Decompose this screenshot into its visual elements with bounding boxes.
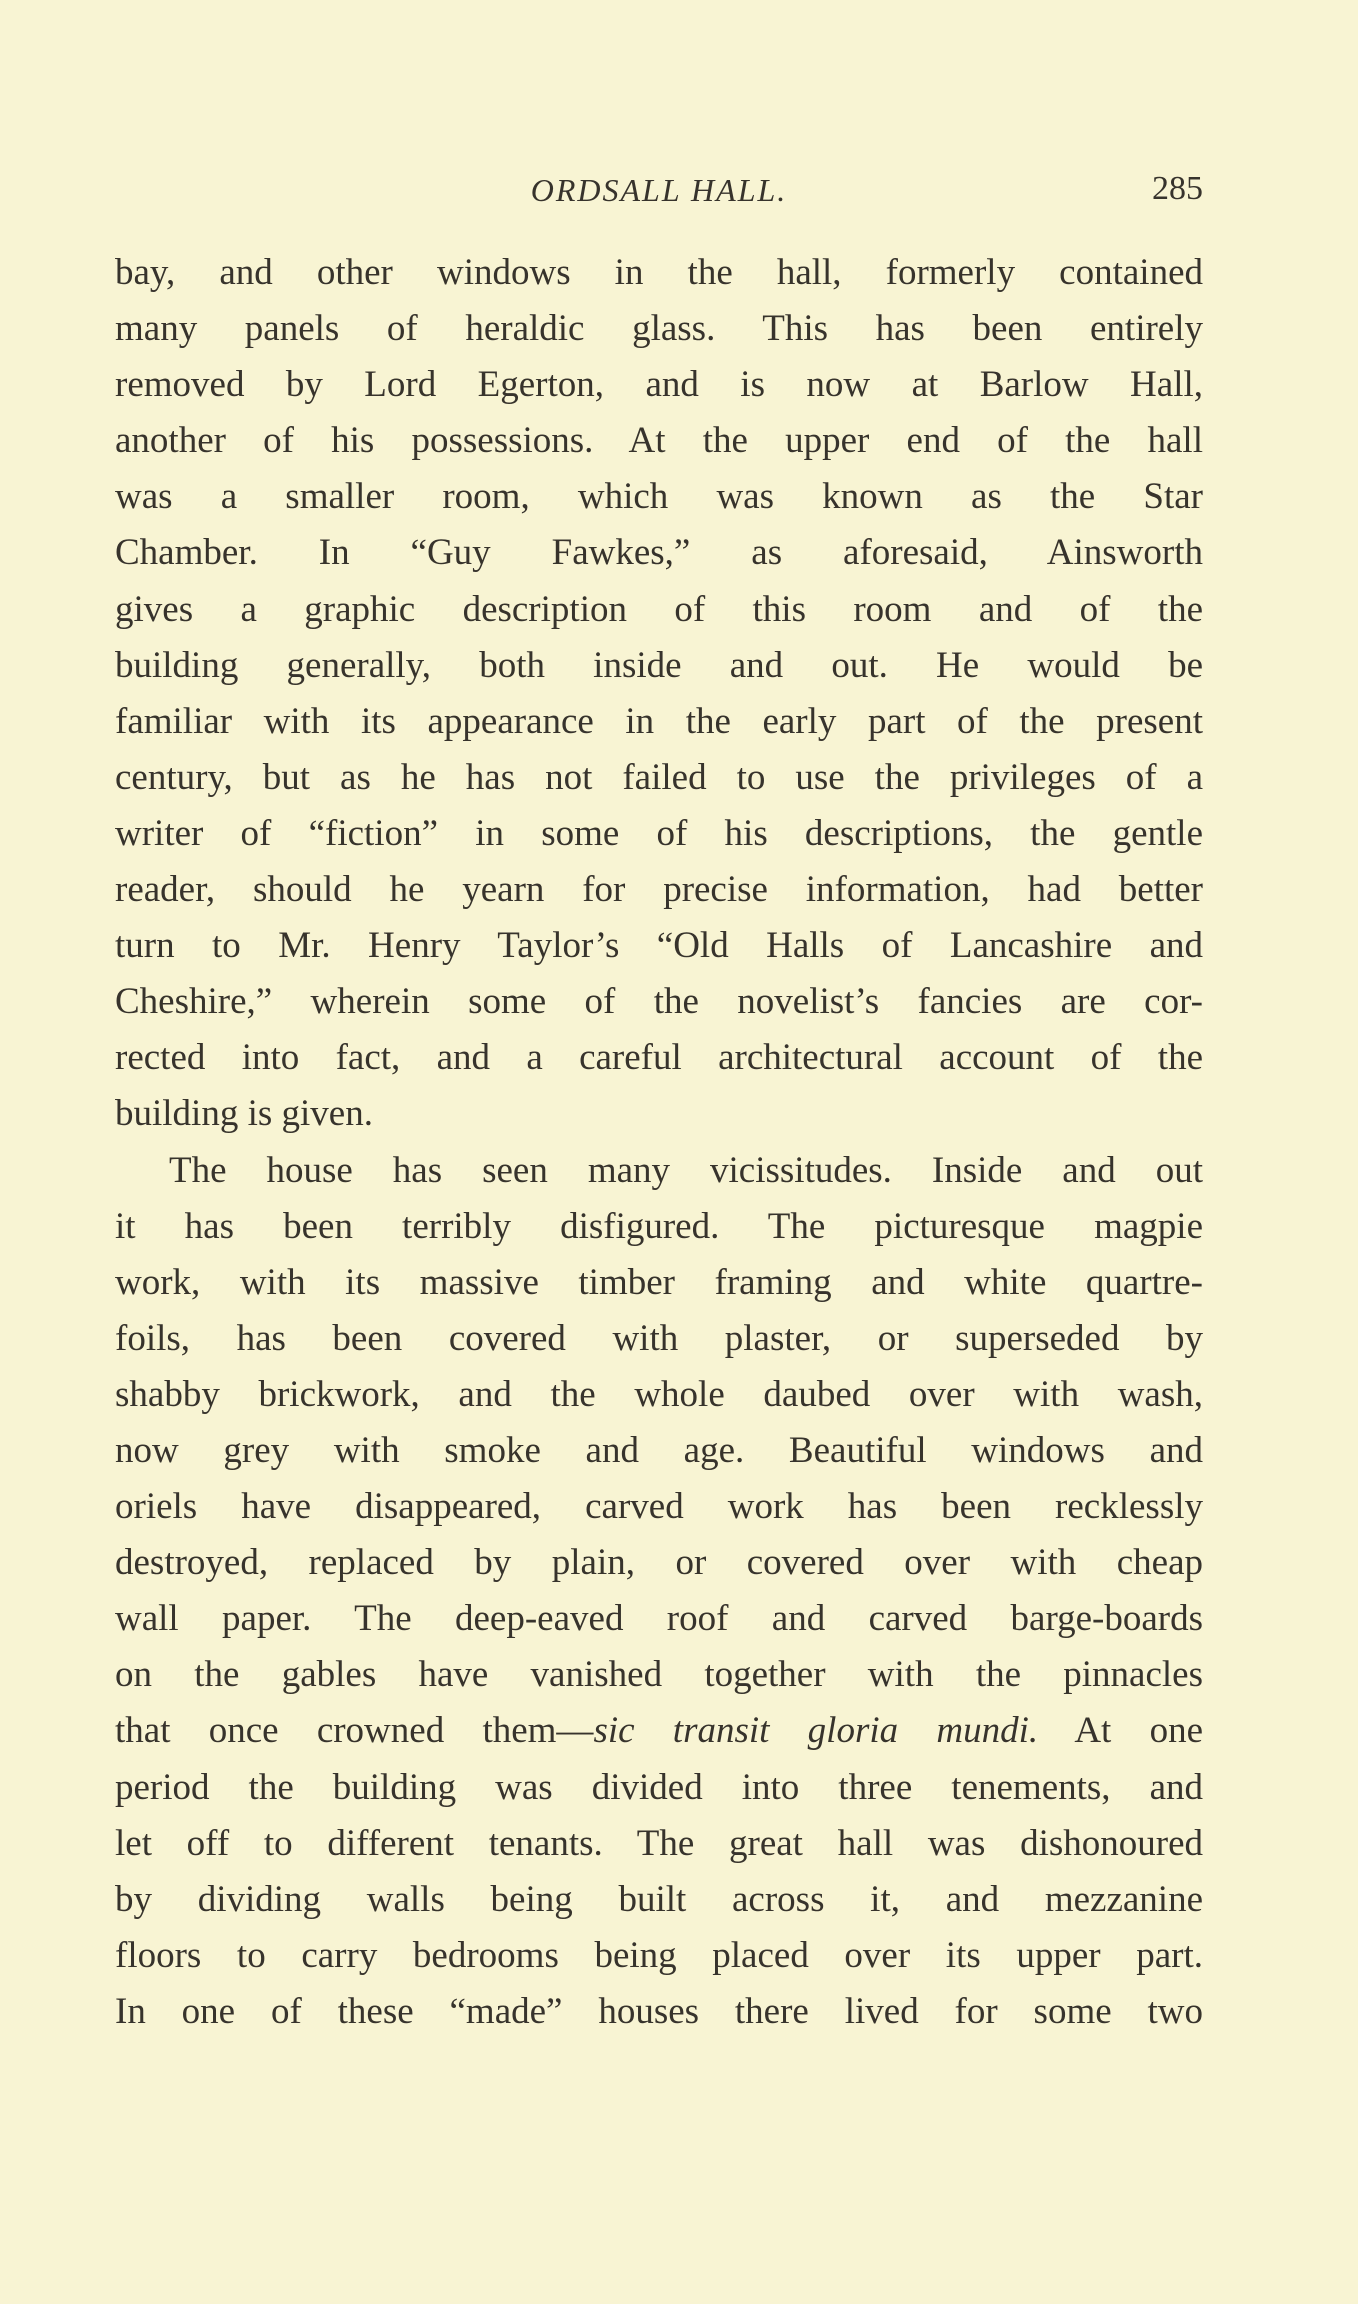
text-line: The house has seen many vicissitudes. Inside and out: [169, 1149, 1203, 1191]
text-line: gives a graphic description of this room and of the: [115, 588, 1203, 630]
text-line: floors to carry bedrooms being placed over its upper part.: [115, 1934, 1203, 1976]
text-line: rected into fact, and a careful architectural account of the: [115, 1037, 1203, 1079]
text-line: period the building was divided into three tenements, and: [115, 1766, 1203, 1808]
page-number: 285: [1152, 170, 1203, 207]
text-line: let off to different tenants. The great hall was dishonoured: [115, 1822, 1203, 1864]
text-line: Cheshire,” wherein some of the novelist’s fancies are cor-: [115, 981, 1203, 1023]
text-line: wall paper. The deep-eaved roof and carved barge-boards: [115, 1598, 1203, 1640]
text-line: oriels have disappeared, carved work has been recklessly: [115, 1486, 1203, 1528]
text-line: by dividing walls being built across it, and mezzanine: [115, 1878, 1203, 1920]
text-line: was a smaller room, which was known as the Star: [115, 476, 1203, 518]
text-line: [115, 1703, 1203, 1759]
text-line: removed by Lord Egerton, and is now at Barlow Hall,: [115, 364, 1203, 406]
text-line: writer of “fiction” in some of his descriptions, the gentle: [115, 812, 1203, 854]
text-line: building generally, both inside and out. He would be: [115, 644, 1203, 686]
text-line: reader, should he yearn for precise information, had better: [115, 869, 1203, 911]
body-text: [115, 245, 1203, 2040]
text-line: many panels of heraldic glass. This has been entirely: [115, 308, 1203, 350]
text-line: shabby brickwork, and the whole daubed over with wash,: [115, 1373, 1203, 1415]
text-segment: that once crowned them—: [115, 1710, 594, 1752]
text-line: familiar with its appearance in the early part of the present: [115, 700, 1203, 742]
running-title: ORDSALL HALL.: [530, 172, 788, 208]
text-line: Chamber. In “Guy Fawkes,” as aforesaid, Ainsworth: [115, 532, 1203, 574]
text-line: another of his possessions. At the upper end of the hall: [115, 420, 1203, 462]
text-segment: At one: [1038, 1710, 1203, 1752]
text-line: it has been terribly disfigured. The picturesque magpie: [115, 1205, 1203, 1247]
running-head: [115, 166, 1203, 216]
text-line: work, with its massive timber framing and white quartre-: [115, 1261, 1203, 1303]
italic-phrase: sic transit gloria mundi.: [593, 1710, 1039, 1752]
text-line: In one of these “made” houses there lived for some two: [115, 1990, 1203, 2032]
text-line: on the gables have vanished together with the pinnacles: [115, 1654, 1203, 1696]
text-line: turn to Mr. Henry Taylor’s “Old Halls of Lancashire and: [115, 925, 1203, 967]
text-line: destroyed, replaced by plain, or covered over with cheap: [115, 1542, 1203, 1584]
text-line: bay, and other windows in the hall, formerly contained: [115, 252, 1203, 293]
text-line: foils, has been covered with plaster, or superseded by: [115, 1317, 1203, 1359]
text-line: building is given.: [115, 1093, 373, 1135]
text-line: century, but as he has not failed to use the privileges of a: [115, 756, 1203, 798]
text-line: now grey with smoke and age. Beautiful windows and: [115, 1429, 1203, 1471]
